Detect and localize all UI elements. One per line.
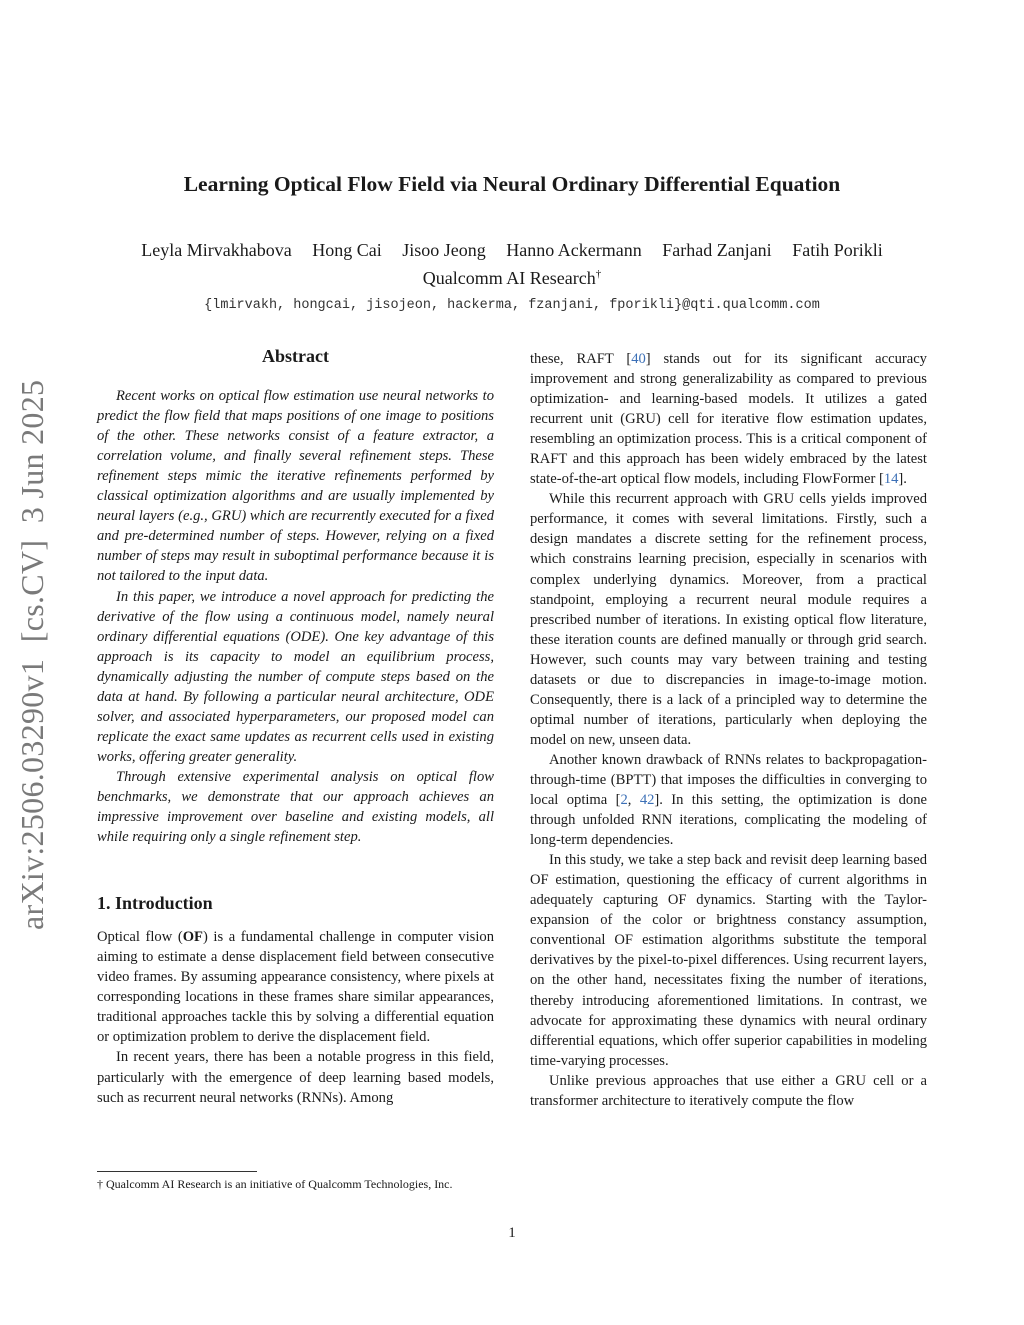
author-list <box>0 240 1024 261</box>
citation-link[interactable]: 40 <box>631 351 646 367</box>
body-paragraph: While this recurrent approach with GRU cells yields improved performance, it comes with several limitations. Firstly, such a design mandates a discrete setting for the refinement process, which constrains learning precision, especially in scenarios with complex underlying dynamics. Moreover, from a practical standpoint, employing a recurrent neural module requires a prescribed number of iterations. In existing optical flow literature, these iteration counts are defined manually or through grid search. However, such counts may vary between training and testing datasets or due to discrepancies in image-to-image motion. Consequently, there is a lack of a principled way to determine the optimal number of iterations, particularly when deploying the model on new, unseen data. <box>530 491 927 748</box>
footnote-rule <box>97 1171 257 1172</box>
author-name: Leyla Mirvakhabova <box>141 240 292 260</box>
citation-link[interactable]: 14 <box>883 471 899 488</box>
affiliation-name: Qualcomm AI Research <box>422 268 596 288</box>
author-name: Hanno Ackermann <box>506 240 642 260</box>
text-run: , <box>627 792 640 809</box>
paper-title: Learning Optical Flow Field via Neural Ordinary Differential Equation <box>183 172 841 196</box>
author-name: Jisoo Jeong <box>402 240 486 260</box>
text-run: these, RAFT [ <box>530 351 632 367</box>
body-paragraph <box>530 750 927 850</box>
citation-link[interactable]: 42 <box>639 792 655 809</box>
text-run: ]. In this setting, the optimization is done through unfolded RNN iterations, complicating the modeling of long-term dependencies. <box>530 792 927 849</box>
author-name: Farhad Zanjani <box>662 240 772 260</box>
section-heading-introduction: 1. Introduction <box>97 893 213 914</box>
arxiv-identifier: arXiv:2506.03290v1 [cs.CV] 3 Jun 2025 <box>14 379 50 930</box>
citation-link[interactable]: 2 <box>620 792 628 809</box>
abstract-paragraph: Recent works on optical flow estimation use neural networks to predict the flow field that maps positions of one image to positions of the other. These networks consist of a feature extractor, a correlation volume, and finally several refinement steps. These refinement steps mimic the iterative refinements performed by classical optimization algorithms and are usually implemented by neural layers (e.g., GRU) which are recurrently executed for a fixed and pre-determined number of steps. However, relying on a fixed number of steps may result in suboptimal performance because it is not tailored to the input data. <box>97 388 494 585</box>
page-number: 1 <box>508 1225 516 1241</box>
abstract-paragraph: Through extensive experimental analysis on optical flow benchmarks, we demonstrate that our approach achieves an impressive improvement over baseline and existing models, all while requiring only a single refinement step. <box>97 768 494 846</box>
footnote: † Qualcomm AI Research is an initiative of Qualcomm Technologies, Inc. <box>97 1177 453 1191</box>
body-paragraph: In this study, we take a step back and revisit deep learning based OF estimation, questioning the efficacy of current algorithms in adequately capturing OF dynamics. Starting with the Taylor-expansion of the color or brightness constancy assumption, conventional OF estimation algorithms substitute the temporal derivatives by the pixel-to-pixel differences. Using recurrent layers, on the other hand, necessitates fixing the number of iterations, thereby introducing aforementioned limitations. In contrast, we advocate for approximating these dynamics with neural ordinary differential equations, which offer superior capabilities in modeling time-varying processes. <box>530 852 927 1069</box>
affiliation <box>0 268 1024 289</box>
author-emails: {lmirvakh, hongcai, jisojeon, hackerma, fzanjani, fporikli}@qti.qualcomm.com <box>204 298 820 313</box>
left-column <box>97 346 494 1108</box>
right-column <box>530 349 927 1111</box>
body-paragraph: Unlike previous approaches that use either a GRU cell or a transformer architecture to iteratively compute the flow <box>530 1072 927 1109</box>
text-run: ] stands out for its significant accuracy improvement and strong generalizability as compared to previous optimization- and learning-based models. It utilizes a gated recurrent unit (GRU) cell for iterative flow estimation updates, resembling an optimization process. This is a critical component of RAFT and this approach has been widely embraced by the latest state-of-the-art optical flow models, including FlowFormer [ <box>530 351 927 488</box>
author-name: Fatih Porikli <box>792 240 883 260</box>
text-run: Another known drawback of RNNs relates to backpropagation-through-time (BPTT) that imposes the difficulties in converging to local optima [ <box>530 751 927 809</box>
author-name: Hong Cai <box>312 240 382 260</box>
bold-term: OF <box>182 929 203 946</box>
abstract-paragraph: In this paper, we introduce a novel approach for predicting the derivative of the flow using a continuous model, namely neural ordinary differential equations (ODE). One key advantage of this approach is its capacity to model an equilibrium process, dynamically adjusting the number of compute steps based on the data at hand. By following a particular neural architecture, ODE solver, and associated hyperparameters, our proposed model can replicate the exact same updates as recurrent cells used in existing works, offering greater generality. <box>97 588 494 765</box>
intro-paragraph <box>97 927 494 1047</box>
text-run: ]. <box>898 471 907 488</box>
text-run: ) is a fundamental challenge in computer vision aiming to estimate a dense displacement field between consecutive video frames. By assuming appearance consistency, where pixels at corresponding locations in these frames share similar appearances, traditional approaches tackle this by solving a differential equation or optimization problem to derive the displacement field. <box>97 929 494 1046</box>
intro-paragraph: In recent years, there has been a notable progress in this field, particularly with the emergence of deep learning based models, such as recurrent neural networks (RNNs). Among <box>97 1049 494 1106</box>
abstract-heading: Abstract <box>262 346 329 366</box>
affiliation-mark: † <box>595 268 602 280</box>
text-run: Optical flow ( <box>97 929 183 946</box>
body-paragraph <box>530 349 927 489</box>
